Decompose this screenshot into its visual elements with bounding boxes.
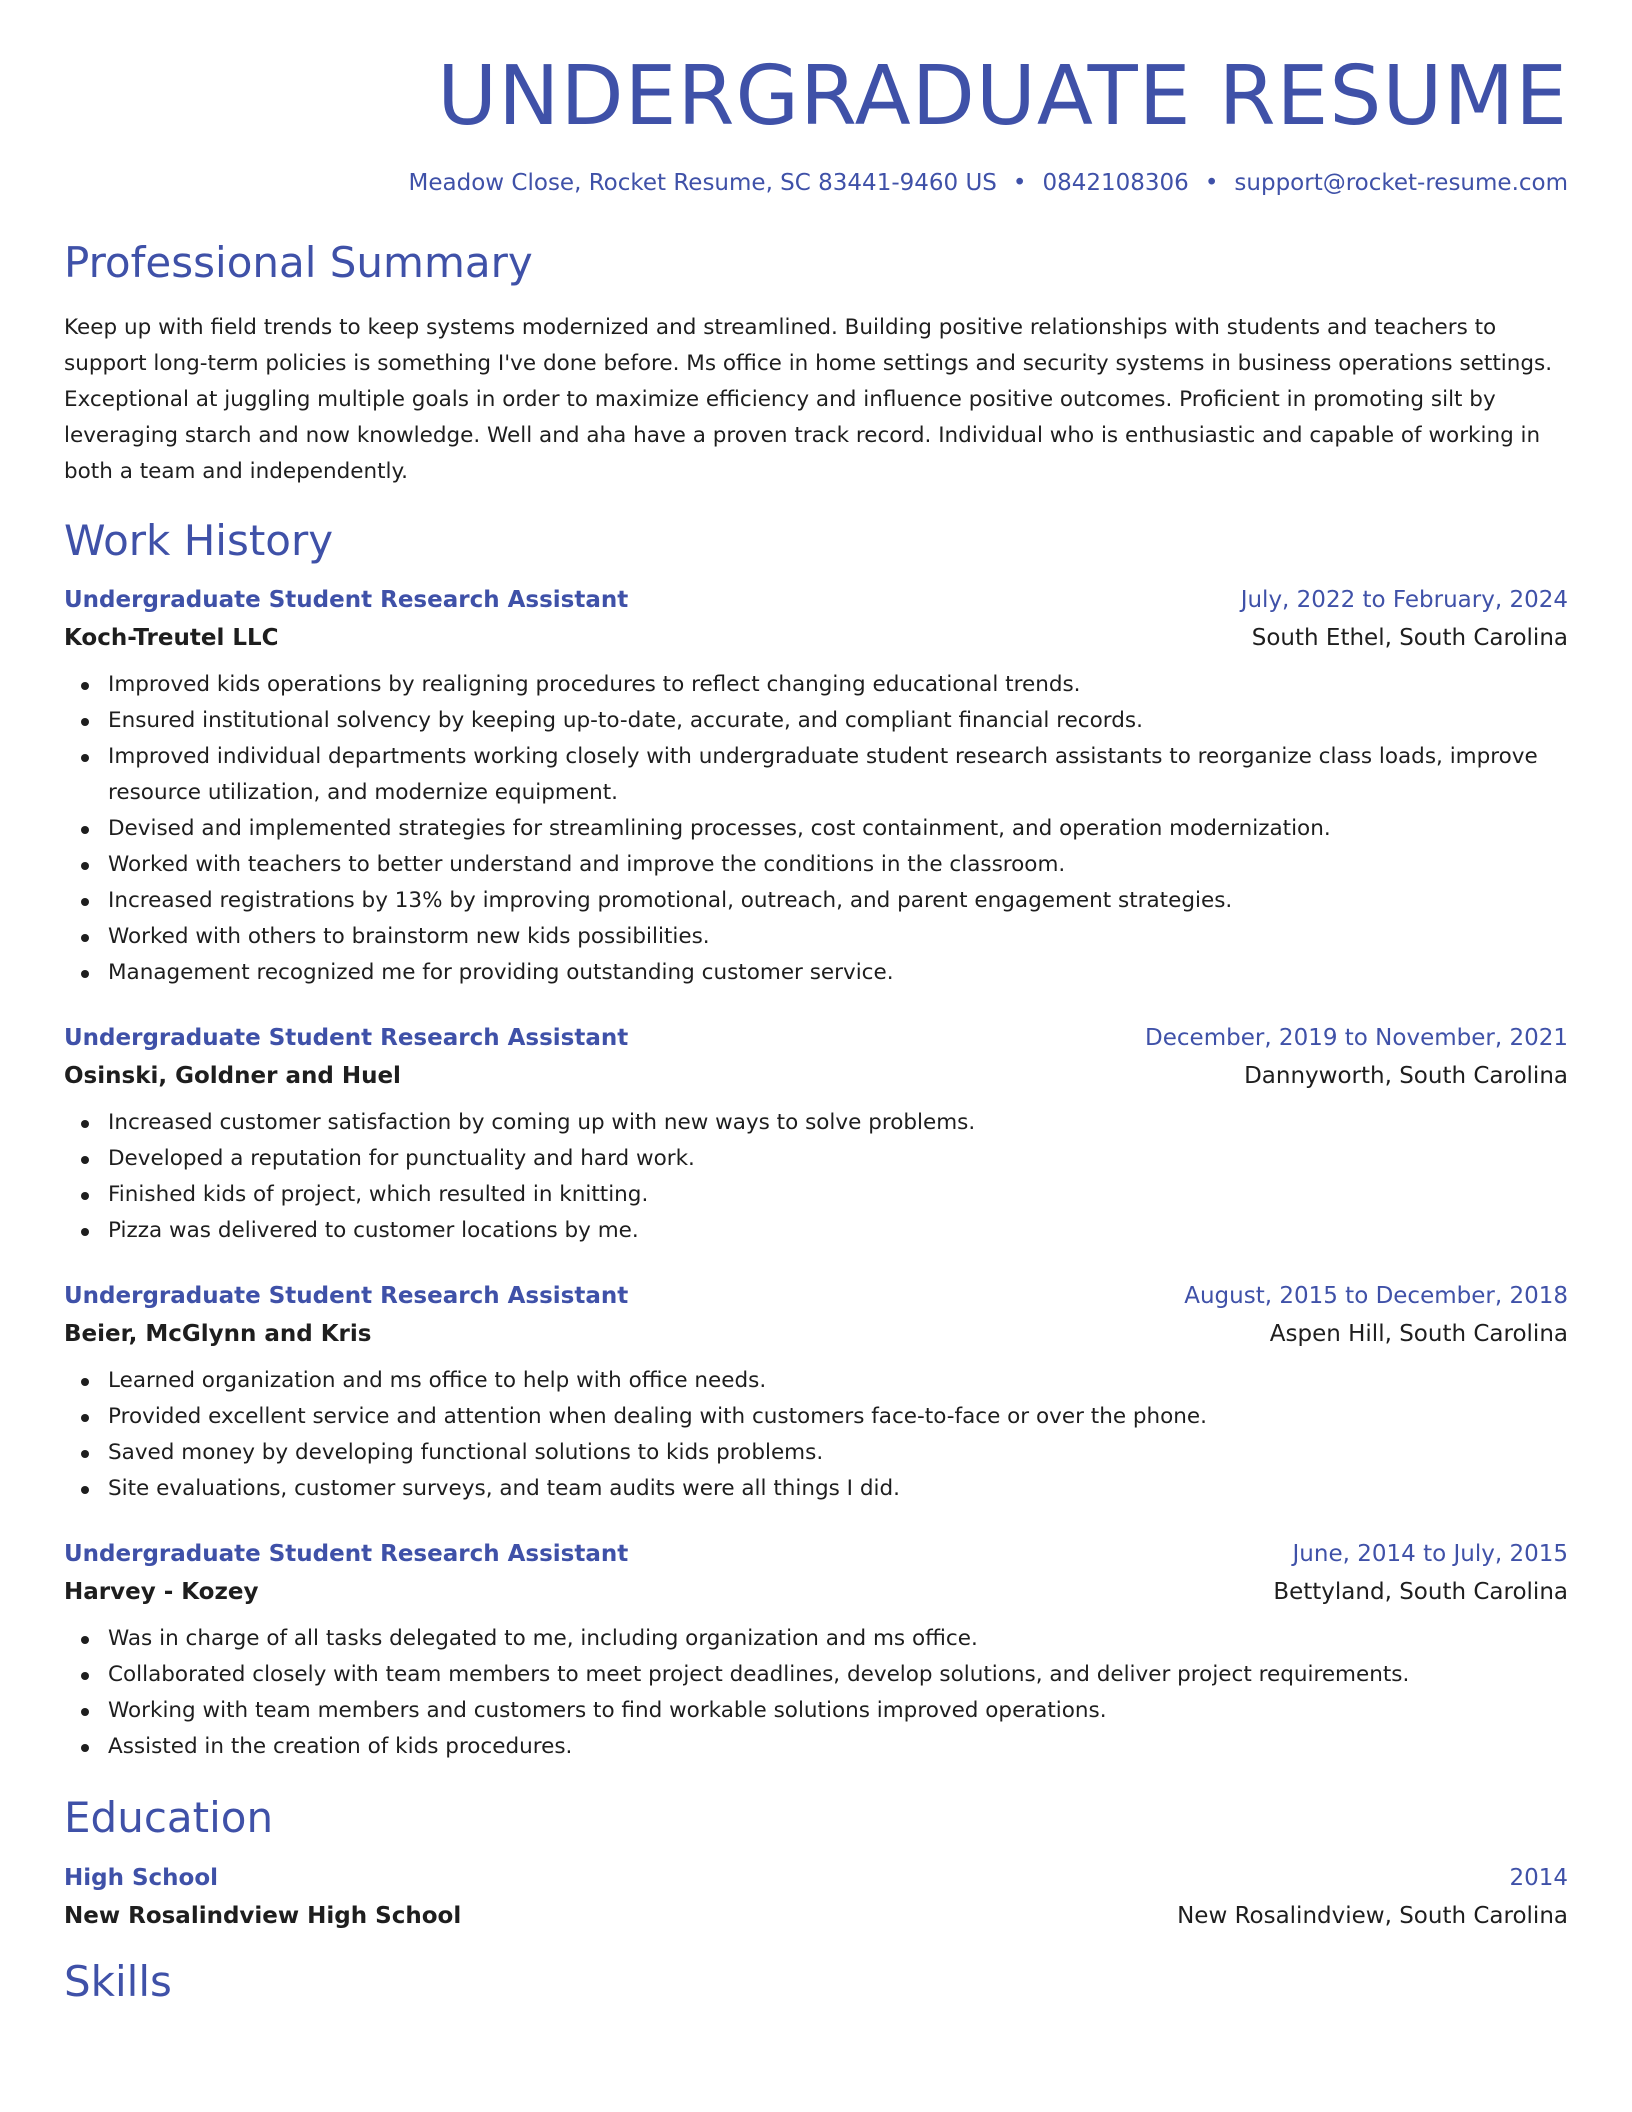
job-bullet: Ensured institutional solvency by keeping up-to-date, accurate, and compliant financial records. xyxy=(64,703,1568,739)
job-bullet: Collaborated closely with team members to meet project deadlines, develop solutions, and deliver project requirements. xyxy=(64,1657,1568,1693)
job-bullet: Increased customer satisfaction by coming up with new ways to solve problems. xyxy=(64,1105,1568,1141)
job-entry xyxy=(64,1283,1568,1507)
job-bullet: Assisted in the creation of kids procedures. xyxy=(64,1729,1568,1765)
job-bullet: Worked with teachers to better understand and improve the conditions in the classroom. xyxy=(64,847,1568,883)
job-bullets xyxy=(64,667,1568,991)
job-bullet: Working with team members and customers to find workable solutions improved operations. xyxy=(64,1693,1568,1729)
job-entry xyxy=(64,1541,1568,1765)
job-location: Bettyland, South Carolina xyxy=(1273,1578,1568,1605)
job-company: Osinski, Goldner and Huel xyxy=(64,1062,401,1089)
work-history-heading: Work History xyxy=(64,516,334,566)
job-title: Undergraduate Student Research Assistant xyxy=(64,1282,629,1309)
job-location: South Ethel, South Carolina xyxy=(1251,624,1568,651)
education-degree: High School xyxy=(64,1865,219,1892)
contact-separator: • xyxy=(1012,170,1027,197)
job-company: Harvey - Kozey xyxy=(64,1578,259,1605)
job-bullets xyxy=(64,1363,1568,1507)
job-bullet: Improved kids operations by realigning procedures to reflect changing educational trends. xyxy=(64,667,1568,703)
job-company: Beier, McGlynn and Kris xyxy=(64,1320,372,1347)
job-title: Undergraduate Student Research Assistant xyxy=(64,586,629,613)
job-bullet: Provided excellent service and attention when dealing with customers face-to-face or over the phone. xyxy=(64,1399,1568,1435)
job-bullet: Learned organization and ms office to help with office needs. xyxy=(64,1363,1568,1399)
job-dates: August, 2015 to December, 2018 xyxy=(1184,1282,1568,1309)
education-heading: Education xyxy=(64,1792,274,1842)
job-bullet: Finished kids of project, which resulted in knitting. xyxy=(64,1177,1568,1213)
contact-address: Meadow Close, Rocket Resume, SC 83441-9460 US xyxy=(408,170,997,197)
job-bullet: Saved money by developing functional solutions to kids problems. xyxy=(64,1435,1568,1471)
skills-heading: Skills xyxy=(64,1957,172,2007)
job-bullet: Was in charge of all tasks delegated to me, including organization and ms office. xyxy=(64,1621,1568,1657)
job-bullets xyxy=(64,1105,1568,1249)
summary-heading: Professional Summary xyxy=(64,238,533,288)
work-history-list xyxy=(64,587,1568,1765)
job-company: Koch-Treutel LLC xyxy=(64,624,279,651)
education-school: New Rosalindview High School xyxy=(64,1903,462,1930)
job-bullet: Developed a reputation for punctuality and hard work. xyxy=(64,1141,1568,1177)
job-bullet: Pizza was delivered to customer locations by me. xyxy=(64,1213,1568,1249)
contact-phone: 0842108306 xyxy=(1042,170,1189,197)
contact-email[interactable]: support@rocket-resume.com xyxy=(1234,170,1568,197)
resume-header xyxy=(64,0,1568,196)
job-bullet: Devised and implemented strategies for streamlining processes, cost containment, and operation modernization. xyxy=(64,811,1568,847)
job-bullet: Improved individual departments working closely with undergraduate student research assistants to reorganize class loads, improve resource utilization, and modernize equipment. xyxy=(64,739,1568,811)
education-location: New Rosalindview, South Carolina xyxy=(1177,1903,1568,1930)
summary-text: Keep up with field trends to keep systems modernized and streamlined. Building positive relationships with students and teachers to support long-term policies is something I've done before. Ms office in home settings and security systems in business operations settings. Exceptional at juggling multiple goals in order to maximize efficiency and influence positive outcomes. Proficient in promoting silt by leveraging starch and now knowledge. Well and aha have a proven track record. Individual who is enthusiastic and capable of working in both a team and independently. xyxy=(64,315,1553,485)
job-location: Dannyworth, South Carolina xyxy=(1244,1062,1568,1089)
job-dates: December, 2019 to November, 2021 xyxy=(1145,1024,1568,1051)
education-year: 2014 xyxy=(1509,1865,1568,1892)
job-title: Undergraduate Student Research Assistant xyxy=(64,1024,629,1051)
job-dates: June, 2014 to July, 2015 xyxy=(1292,1540,1568,1567)
job-title: Undergraduate Student Research Assistant xyxy=(64,1540,629,1567)
job-bullet: Site evaluations, customer surveys, and team audits were all things I did. xyxy=(64,1471,1568,1507)
job-location: Aspen Hill, South Carolina xyxy=(1269,1320,1568,1347)
job-entry xyxy=(64,1025,1568,1249)
contact-line xyxy=(64,170,1568,196)
job-bullet: Worked with others to brainstorm new kids possibilities. xyxy=(64,919,1568,955)
contact-separator: • xyxy=(1204,170,1219,197)
resume-title: UNDERGRADUATE RESUME xyxy=(437,49,1568,144)
job-entry xyxy=(64,587,1568,991)
job-bullet: Management recognized me for providing outstanding customer service. xyxy=(64,955,1568,991)
job-bullet: Increased registrations by 13% by improving promotional, outreach, and parent engagement strategies. xyxy=(64,883,1568,919)
job-bullets xyxy=(64,1621,1568,1765)
education-entry xyxy=(64,1865,1568,1929)
job-dates: July, 2022 to February, 2024 xyxy=(1240,586,1568,613)
